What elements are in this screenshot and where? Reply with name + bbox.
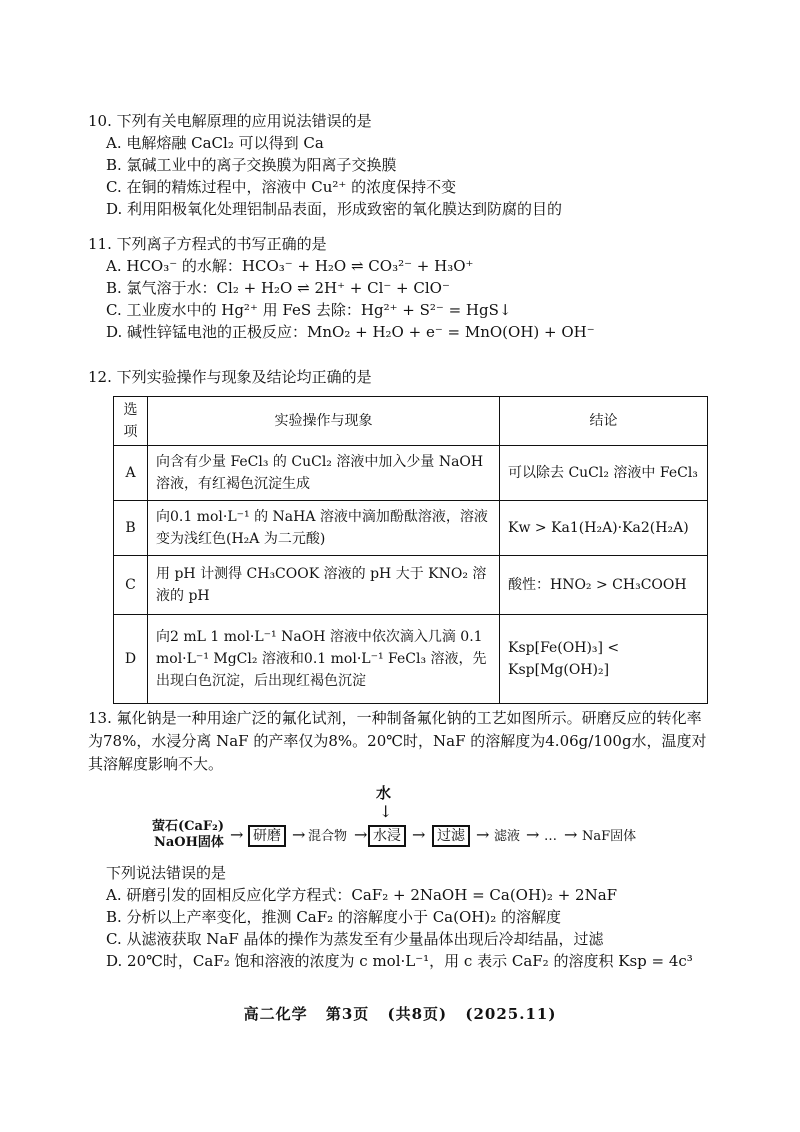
flow-product-naf: NaF固体 <box>582 829 637 844</box>
row-conclusion: Ksp[Fe(OH)₃] < Ksp[Mg(OH)₂] <box>500 615 708 704</box>
row-label: B <box>114 501 148 556</box>
question-10-option-b: B. 氯碱工业中的离子交换膜为阳离子交换膜 <box>106 156 397 174</box>
flow-filtrate: 滤液 <box>494 829 521 844</box>
question-10-option-d: D. 利用阳极氧化处理铝制品表面，形成致密的氧化膜达到防腐的目的 <box>106 200 563 218</box>
row-label: C <box>114 556 148 615</box>
footer-page-number: 第3页 <box>325 1005 370 1023</box>
page-footer <box>0 1003 800 1024</box>
flow-step-filter: 过滤 <box>432 825 470 847</box>
question-13-option-a: A. 研磨引发的固相反应化学方程式：CaF₂ + 2NaOH = Ca(OH)₂ + 2NaF <box>106 886 618 904</box>
table-row <box>114 556 708 615</box>
arrow-right-icon: → <box>476 825 490 844</box>
footer-total-pages: (共8页) <box>387 1005 448 1023</box>
arrow-right-icon: → <box>412 825 426 844</box>
table-header-row <box>114 397 708 446</box>
arrow-right-icon: → <box>526 825 540 844</box>
table-row <box>114 615 708 704</box>
flow-step-water-leach: 水浸 <box>368 825 406 847</box>
question-10-option-a: A. 电解熔融 CaCl₂ 可以得到 Ca <box>106 134 324 152</box>
question-11-option-d: D. 碱性锌锰电池的正极反应：MnO₂ + H₂O + e⁻ = MnO(OH) + OH⁻ <box>106 323 595 341</box>
question-11-option-b: B. 氯气溶于水：Cl₂ + H₂O ⇌ 2H⁺ + Cl⁻ + ClO⁻ <box>106 279 450 297</box>
arrow-right-icon: → <box>564 825 578 844</box>
flow-mixture: 混合物 <box>308 829 348 844</box>
row-label: A <box>114 446 148 501</box>
question-11 <box>88 233 595 343</box>
question-13-option-d: D. 20℃时，CaF₂ 饱和溶液的浓度为 c mol·L⁻¹，用 c 表示 CaF₂ 的溶度积 Ksp = 4c³ <box>106 952 693 970</box>
flow-ellipsis: … <box>544 829 557 844</box>
question-10-stem: 10. 下列有关电解原理的应用说法错误的是 <box>88 112 372 130</box>
question-13-ask: 下列说法错误的是 <box>106 864 227 882</box>
arrow-right-icon: → <box>354 825 368 844</box>
question-12-stem: 12. 下列实验操作与现象及结论均正确的是 <box>88 368 372 386</box>
header-conclusion: 结论 <box>500 397 708 446</box>
question-13-options <box>88 862 693 972</box>
question-10 <box>88 110 562 220</box>
row-conclusion: Kw > Ka1(H₂A)·Ka2(H₂A) <box>500 501 708 556</box>
question-12 <box>88 366 372 388</box>
row-operation: 向含有少量 FeCl₃ 的 CuCl₂ 溶液中加入少量 NaOH 溶液，有红褐色沉淀生成 <box>148 446 500 501</box>
flow-input-naoh: NaOH固体 <box>154 835 224 850</box>
arrow-right-icon: → <box>292 825 306 844</box>
row-operation: 向0.1 mol·L⁻¹ 的 NaHA 溶液中滴加酚酞溶液，溶液变为浅红色(H₂A 为二元酸) <box>148 501 500 556</box>
question-11-option-c: C. 工业废水中的 Hg²⁺ 用 FeS 去除：Hg²⁺ + S²⁻ = HgS↓ <box>106 301 512 319</box>
flow-input-caf2: 萤石(CaF₂) <box>152 819 224 834</box>
footer-date: (2025.11) <box>465 1005 557 1023</box>
process-flow-diagram <box>150 786 690 856</box>
row-conclusion: 可以除去 CuCl₂ 溶液中 FeCl₃ <box>500 446 708 501</box>
row-operation: 向2 mL 1 mol·L⁻¹ NaOH 溶液中依次滴入几滴 0.1 mol·L⁻¹ MgCl₂ 溶液和0.1 mol·L⁻¹ FeCl₃ 溶液，先出现白色沉淀，后出现红褐色沉淀 <box>148 615 500 704</box>
header-operation: 实验操作与现象 <box>148 397 500 446</box>
flow-step-grind: 研磨 <box>248 825 286 847</box>
footer-subject: 高二化学 <box>243 1005 308 1023</box>
question-13-option-c: C. 从滤液获取 NaF 晶体的操作为蒸发至有少量晶体出现后冷却结晶，过滤 <box>106 930 604 948</box>
row-label: D <box>114 615 148 704</box>
arrow-right-icon: → <box>230 825 244 844</box>
question-13-option-b: B. 分析以上产率变化，推测 CaF₂ 的溶解度小于 Ca(OH)₂ 的溶解度 <box>106 908 561 926</box>
row-operation: 用 pH 计测得 CH₃COOK 溶液的 pH 大于 KNO₂ 溶液的 pH <box>148 556 500 615</box>
table-row <box>114 501 708 556</box>
table-row <box>114 446 708 501</box>
question-11-option-a: A. HCO₃⁻ 的水解：HCO₃⁻ + H₂O ⇌ CO₃²⁻ + H₃O⁺ <box>106 257 474 275</box>
question-10-option-c: C. 在铜的精炼过程中，溶液中 Cu²⁺ 的浓度保持不变 <box>106 178 457 196</box>
row-conclusion: 酸性：HNO₂ > CH₃COOH <box>500 556 708 615</box>
arrow-down-icon: ↓ <box>379 802 393 821</box>
question-13-stem: 13. 氟化钠是一种用途广泛的氟化试剂，一种制备氟化钠的工艺如图所示。研磨反应的转化率为78%，水浸分离 NaF 的产率仅为8%。20℃时，NaF 的溶解度为4.06g/100g水，温度对其溶解度影响不大。 <box>88 709 707 773</box>
question-11-stem: 11. 下列离子方程式的书写正确的是 <box>88 235 327 253</box>
flow-water-input: 水 <box>376 784 392 802</box>
experiment-table <box>113 396 708 704</box>
header-option: 选项 <box>114 397 148 446</box>
